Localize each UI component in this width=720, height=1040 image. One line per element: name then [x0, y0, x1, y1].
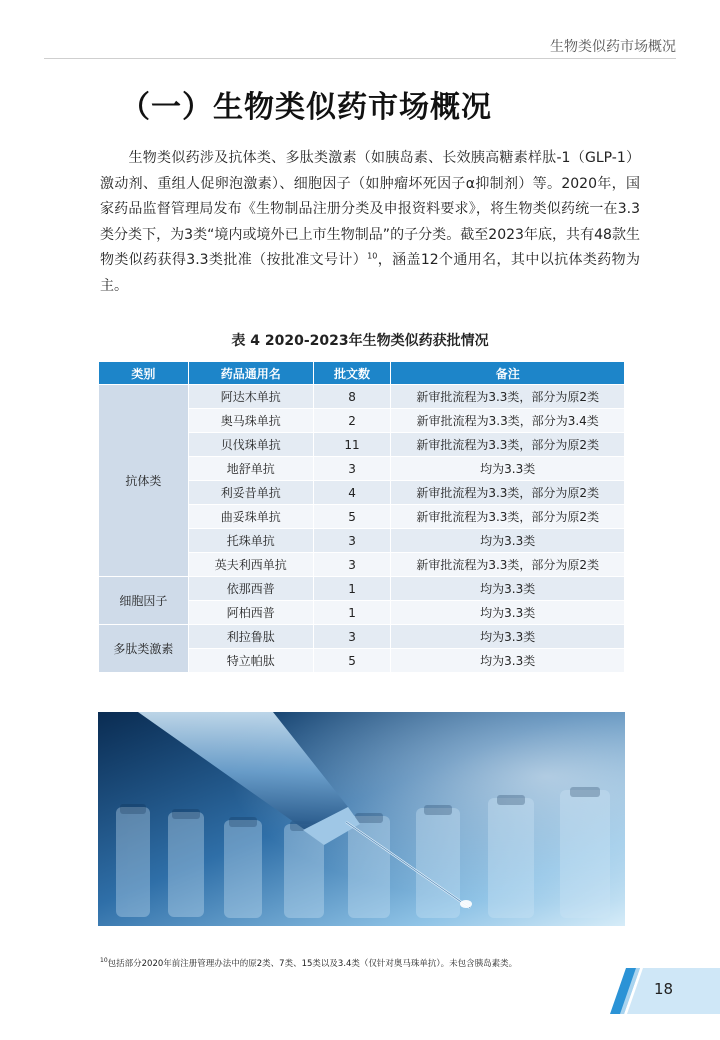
note-cell: 均为3.3类 [391, 601, 625, 625]
category-cell: 细胞因子 [99, 577, 189, 625]
drug-name-cell: 奥马珠单抗 [188, 409, 313, 433]
approval-count-cell: 11 [313, 433, 391, 457]
category-cell: 多肽类激素 [99, 625, 189, 673]
note-cell: 新审批流程为3.3类，部分为原2类 [391, 433, 625, 457]
note-cell: 新审批流程为3.3类，部分为3.4类 [391, 409, 625, 433]
note-cell: 均为3.3类 [391, 457, 625, 481]
drug-name-cell: 曲妥珠单抗 [188, 505, 313, 529]
approval-count-cell: 5 [313, 505, 391, 529]
section-title: （一）生物类似药市场概况 [120, 90, 492, 125]
note-cell: 新审批流程为3.3类，部分为原2类 [391, 385, 625, 409]
header-divider [44, 58, 676, 59]
drug-name-cell: 英夫利西单抗 [188, 553, 313, 577]
syringe-photo [98, 712, 625, 926]
header-drug-name: 药品通用名 [188, 362, 313, 385]
approval-count-cell: 8 [313, 385, 391, 409]
body-paragraph [100, 146, 640, 299]
approval-table [98, 361, 625, 673]
note-cell: 新审批流程为3.3类，部分为原2类 [391, 553, 625, 577]
approval-count-cell: 1 [313, 601, 391, 625]
footnote-reference[interactable]: 10 [367, 251, 378, 261]
approval-count-cell: 5 [313, 649, 391, 673]
drug-name-cell: 利妥昔单抗 [188, 481, 313, 505]
approval-count-cell: 3 [313, 553, 391, 577]
note-cell: 均为3.3类 [391, 529, 625, 553]
approval-count-cell: 3 [313, 625, 391, 649]
approval-count-cell: 4 [313, 481, 391, 505]
table-caption: 表 4 2020-2023年生物类似药获批情况 [231, 333, 489, 349]
drug-name-cell: 阿达木单抗 [188, 385, 313, 409]
drug-name-cell: 特立帕肽 [188, 649, 313, 673]
running-header: 生物类似药市场概况 [550, 39, 676, 55]
table-header-row [99, 362, 625, 385]
footnote-mark: 10 [100, 957, 108, 965]
drug-name-cell: 利拉鲁肽 [188, 625, 313, 649]
table-row [99, 625, 625, 649]
note-cell: 均为3.3类 [391, 649, 625, 673]
header-note: 备注 [391, 362, 625, 385]
drug-name-cell: 地舒单抗 [188, 457, 313, 481]
note-cell: 新审批流程为3.3类，部分为原2类 [391, 481, 625, 505]
footnote [100, 957, 517, 969]
note-cell: 均为3.3类 [391, 577, 625, 601]
approval-count-cell: 2 [313, 409, 391, 433]
syringe-illustration [98, 712, 625, 926]
page-number: 18 [654, 980, 674, 998]
footnote-text: 包括部分2020年前注册管理办法中的原2类、7类、15类以及3.4类（仅针对奥马珠单抗）。未包含胰岛素类。 [107, 959, 518, 969]
paragraph-text: 生物类似药涉及抗体类、多肽类激素（如胰岛素、长效胰高糖素样肽-1（GLP-1）激动剂、重组人促卵泡激素）、细胞因子（如肿瘤坏死因子α抑制剂）等。2020年，国家药品监督管理局发布《生物制品注册分类及申报资料要求》，将生物类似药统一在3.3类分类下，为3类“境内或境外已上市生物制品”的子分类。截至2023年底，共有48款生物类似药获得3.3类批准（按批准文号计） [100, 150, 640, 268]
drug-name-cell: 托珠单抗 [188, 529, 313, 553]
approval-count-cell: 1 [313, 577, 391, 601]
paragraph-text-end: ，涵盖12个通用名，其中以抗体类药物为主。 [100, 252, 640, 294]
drug-name-cell: 阿柏西普 [188, 601, 313, 625]
header-approval-count: 批文数 [313, 362, 391, 385]
table-row [99, 385, 625, 409]
header-category: 类别 [99, 362, 189, 385]
approval-count-cell: 3 [313, 457, 391, 481]
approval-count-cell: 3 [313, 529, 391, 553]
drug-name-cell: 贝伐珠单抗 [188, 433, 313, 457]
note-cell: 新审批流程为3.3类，部分为原2类 [391, 505, 625, 529]
category-cell: 抗体类 [99, 385, 189, 577]
drug-name-cell: 依那西普 [188, 577, 313, 601]
note-cell: 均为3.3类 [391, 625, 625, 649]
table-row [99, 577, 625, 601]
